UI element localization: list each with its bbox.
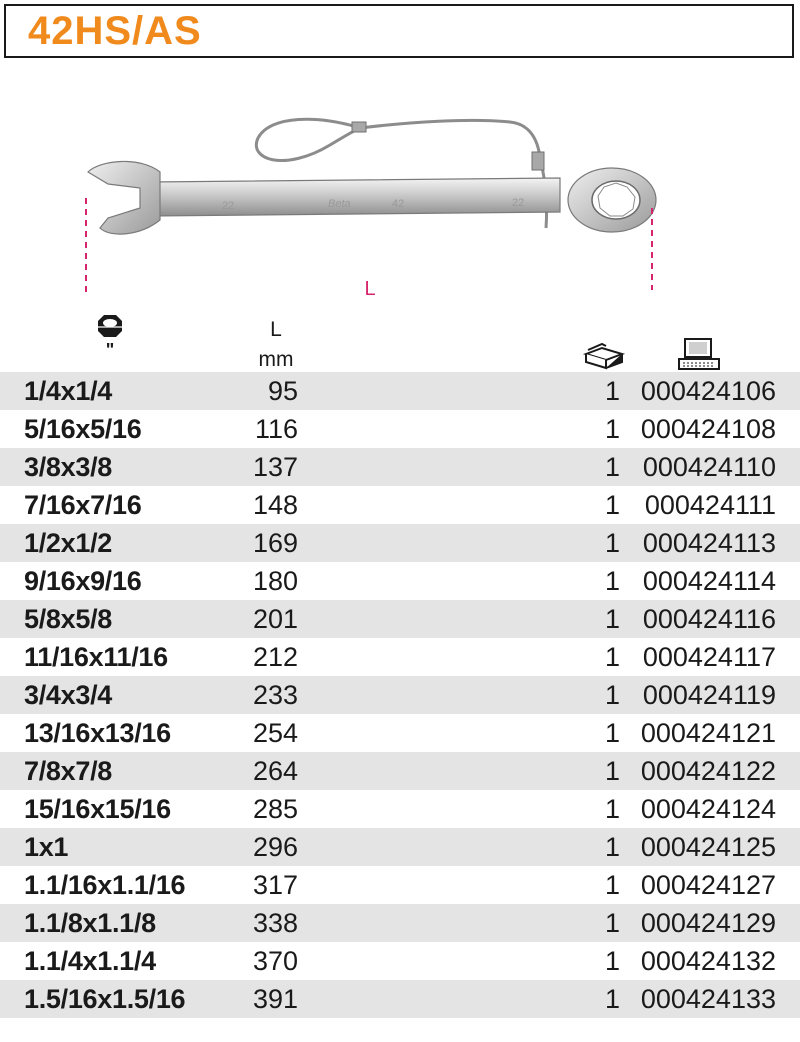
page-title: 42HS/AS [28,9,202,53]
quantity-cell: 1 [604,414,620,444]
size-cell: 1.5/16x1.5/16 [24,984,186,1014]
table-row [0,638,800,676]
length-cell: 285 [252,794,298,824]
size-cell: 1x1 [24,832,69,862]
size-unit-label: " [105,340,115,360]
lanyard-wire [256,119,360,160]
table-row [0,752,800,790]
title-box [4,4,794,58]
engraving-brand: Beta [328,198,351,210]
length-header-label: L [270,318,282,341]
code-cell: 000424116 [642,604,776,634]
size-cell: 13/16x13/16 [24,718,171,748]
engraving-size-left: 22 [222,200,235,212]
quantity-cell: 1 [604,756,620,786]
computer-icon [675,337,723,371]
size-cell: 1.1/8x1.1/8 [24,908,156,938]
length-cell: 296 [252,832,298,862]
quantity-cell: 1 [604,718,620,748]
quantity-cell: 1 [604,984,620,1014]
quantity-cell: 1 [604,946,620,976]
wrench-illustration [0,60,800,310]
code-cell: 000424132 [640,946,776,976]
code-cell: 000424122 [640,756,776,786]
code-cell: 000424119 [642,680,776,710]
length-cell: 116 [254,414,298,444]
code-cell: 000424106 [640,376,776,406]
length-cell: 264 [252,756,298,786]
table-row [0,942,800,980]
code-cell: 000424127 [640,870,776,900]
table-row [0,790,800,828]
table-row [0,562,800,600]
length-cell: 254 [252,718,298,748]
size-cell: 1/2x1/2 [24,528,112,558]
size-cell: 1/4x1/4 [24,376,112,406]
dimension-label: L [364,278,376,300]
table-row [0,410,800,448]
table-row [0,486,800,524]
quantity-cell: 1 [604,794,620,824]
code-cell: 000424110 [642,452,776,482]
table-row [0,372,800,410]
code-cell: 000424125 [640,832,776,862]
wrench-open-end [88,161,160,234]
quantity-cell: 1 [604,908,620,938]
length-cell: 317 [252,870,298,900]
length-cell: 233 [252,680,298,710]
engraving-model: 42 [392,198,405,210]
code-cell: 000424129 [640,908,776,938]
size-cell: 15/16x15/16 [24,794,171,824]
quantity-cell: 1 [604,832,620,862]
box-icon [582,342,626,370]
size-cell: 5/16x5/16 [24,414,142,444]
table-row [0,714,800,752]
code-cell: 000424121 [640,718,776,748]
code-cell: 000424133 [640,984,776,1014]
length-cell: 180 [252,566,298,596]
table-row [0,904,800,942]
code-cell: 000424124 [640,794,776,824]
quantity-cell: 1 [604,642,620,672]
table-row [0,448,800,486]
wrench-handle [150,178,560,216]
length-cell: 148 [252,490,298,520]
product-table [0,372,800,1018]
length-cell: 338 [252,908,298,938]
size-cell: 11/16x11/16 [24,642,168,672]
engraving-size-right: 22 [512,197,525,209]
length-cell: 391 [252,984,298,1014]
size-cell: 3/4x3/4 [24,680,112,710]
size-cell: 9/16x9/16 [24,566,142,596]
size-cell: 1.1/16x1.1/16 [24,870,186,900]
quantity-cell: 1 [604,566,620,596]
length-cell: 370 [252,946,298,976]
code-cell: 000424114 [642,566,776,596]
quantity-cell: 1 [604,528,620,558]
length-cell: 169 [252,528,298,558]
quantity-cell: 1 [604,376,620,406]
size-cell: 1.1/4x1.1/4 [24,946,156,976]
table-row [0,676,800,714]
table-row [0,524,800,562]
length-cell: 137 [252,452,298,482]
hex-nut-icon [92,312,128,340]
quantity-cell: 1 [604,870,620,900]
quantity-cell: 1 [604,680,620,710]
code-cell: 000424117 [642,642,776,672]
code-cell: 000424111 [644,490,776,520]
quantity-cell: 1 [604,452,620,482]
quantity-cell: 1 [604,604,620,634]
table-row [0,600,800,638]
size-cell: 5/8x5/8 [24,604,112,634]
code-cell: 000424108 [640,414,776,444]
length-cell: 212 [252,642,298,672]
length-cell: 95 [267,376,298,406]
size-cell: 7/8x7/8 [24,756,112,786]
table-row [0,980,800,1018]
size-cell: 3/8x3/8 [24,452,112,482]
size-cell: 7/16x7/16 [24,490,142,520]
table-row [0,866,800,904]
length-cell: 201 [252,604,298,634]
length-unit-label: mm [258,348,294,371]
quantity-cell: 1 [604,490,620,520]
table-row [0,828,800,866]
code-cell: 000424113 [642,528,776,558]
